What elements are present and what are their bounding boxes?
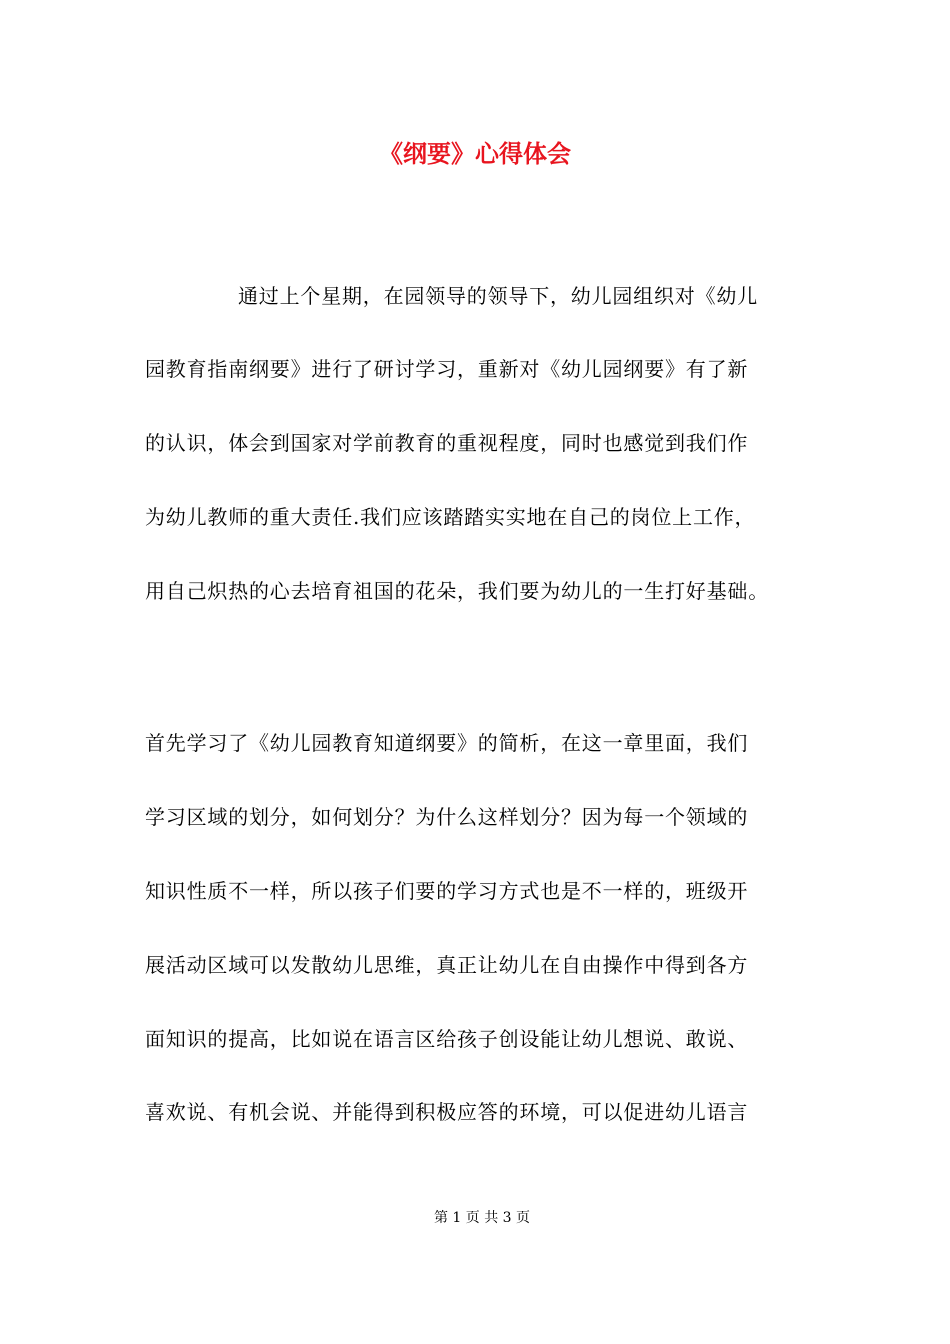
- paragraph-line: 喜欢说、有机会说、并能得到积极应答的环境，可以促进幼儿语言: [145, 1100, 749, 1124]
- paragraph-line: 首先学习了《幼儿园教育知道纲要》的简析，在这一章里面，我们: [145, 731, 749, 755]
- page-number-footer: 第 1 页 共 3 页: [433, 1210, 531, 1226]
- paragraph-line: 用自己炽热的心去培育祖国的花朵，我们要为幼儿的一生打好基础。: [145, 579, 769, 603]
- paragraph-line: 知识性质不一样，所以孩子们要的学习方式也是不一样的，班级开: [145, 879, 749, 903]
- paragraph-line: 为幼儿教师的重大责任.我们应该踏踏实实地在自己的岗位上工作，: [145, 505, 756, 529]
- paragraph-line: 的认识，体会到国家对学前教育的重视程度，同时也感觉到我们作: [145, 431, 749, 455]
- document-title: 《纲要》心得体会: [379, 139, 571, 168]
- paragraph-line: 园教育指南纲要》进行了研讨学习，重新对《幼儿园纲要》有了新: [145, 357, 749, 381]
- paragraph-line: 学习区域的划分，如何划分？为什么这样划分？因为每一个领域的: [145, 805, 749, 829]
- paragraph-line: 通过上个星期，在园领导的领导下，幼儿园组织对《幼儿: [238, 284, 758, 308]
- paragraph-line: 展活动区域可以发散幼儿思维，真正让幼儿在自由操作中得到各方: [145, 953, 749, 977]
- paragraph-line: 面知识的提高，比如说在语言区给孩子创设能让幼儿想说、敢说、: [145, 1027, 749, 1051]
